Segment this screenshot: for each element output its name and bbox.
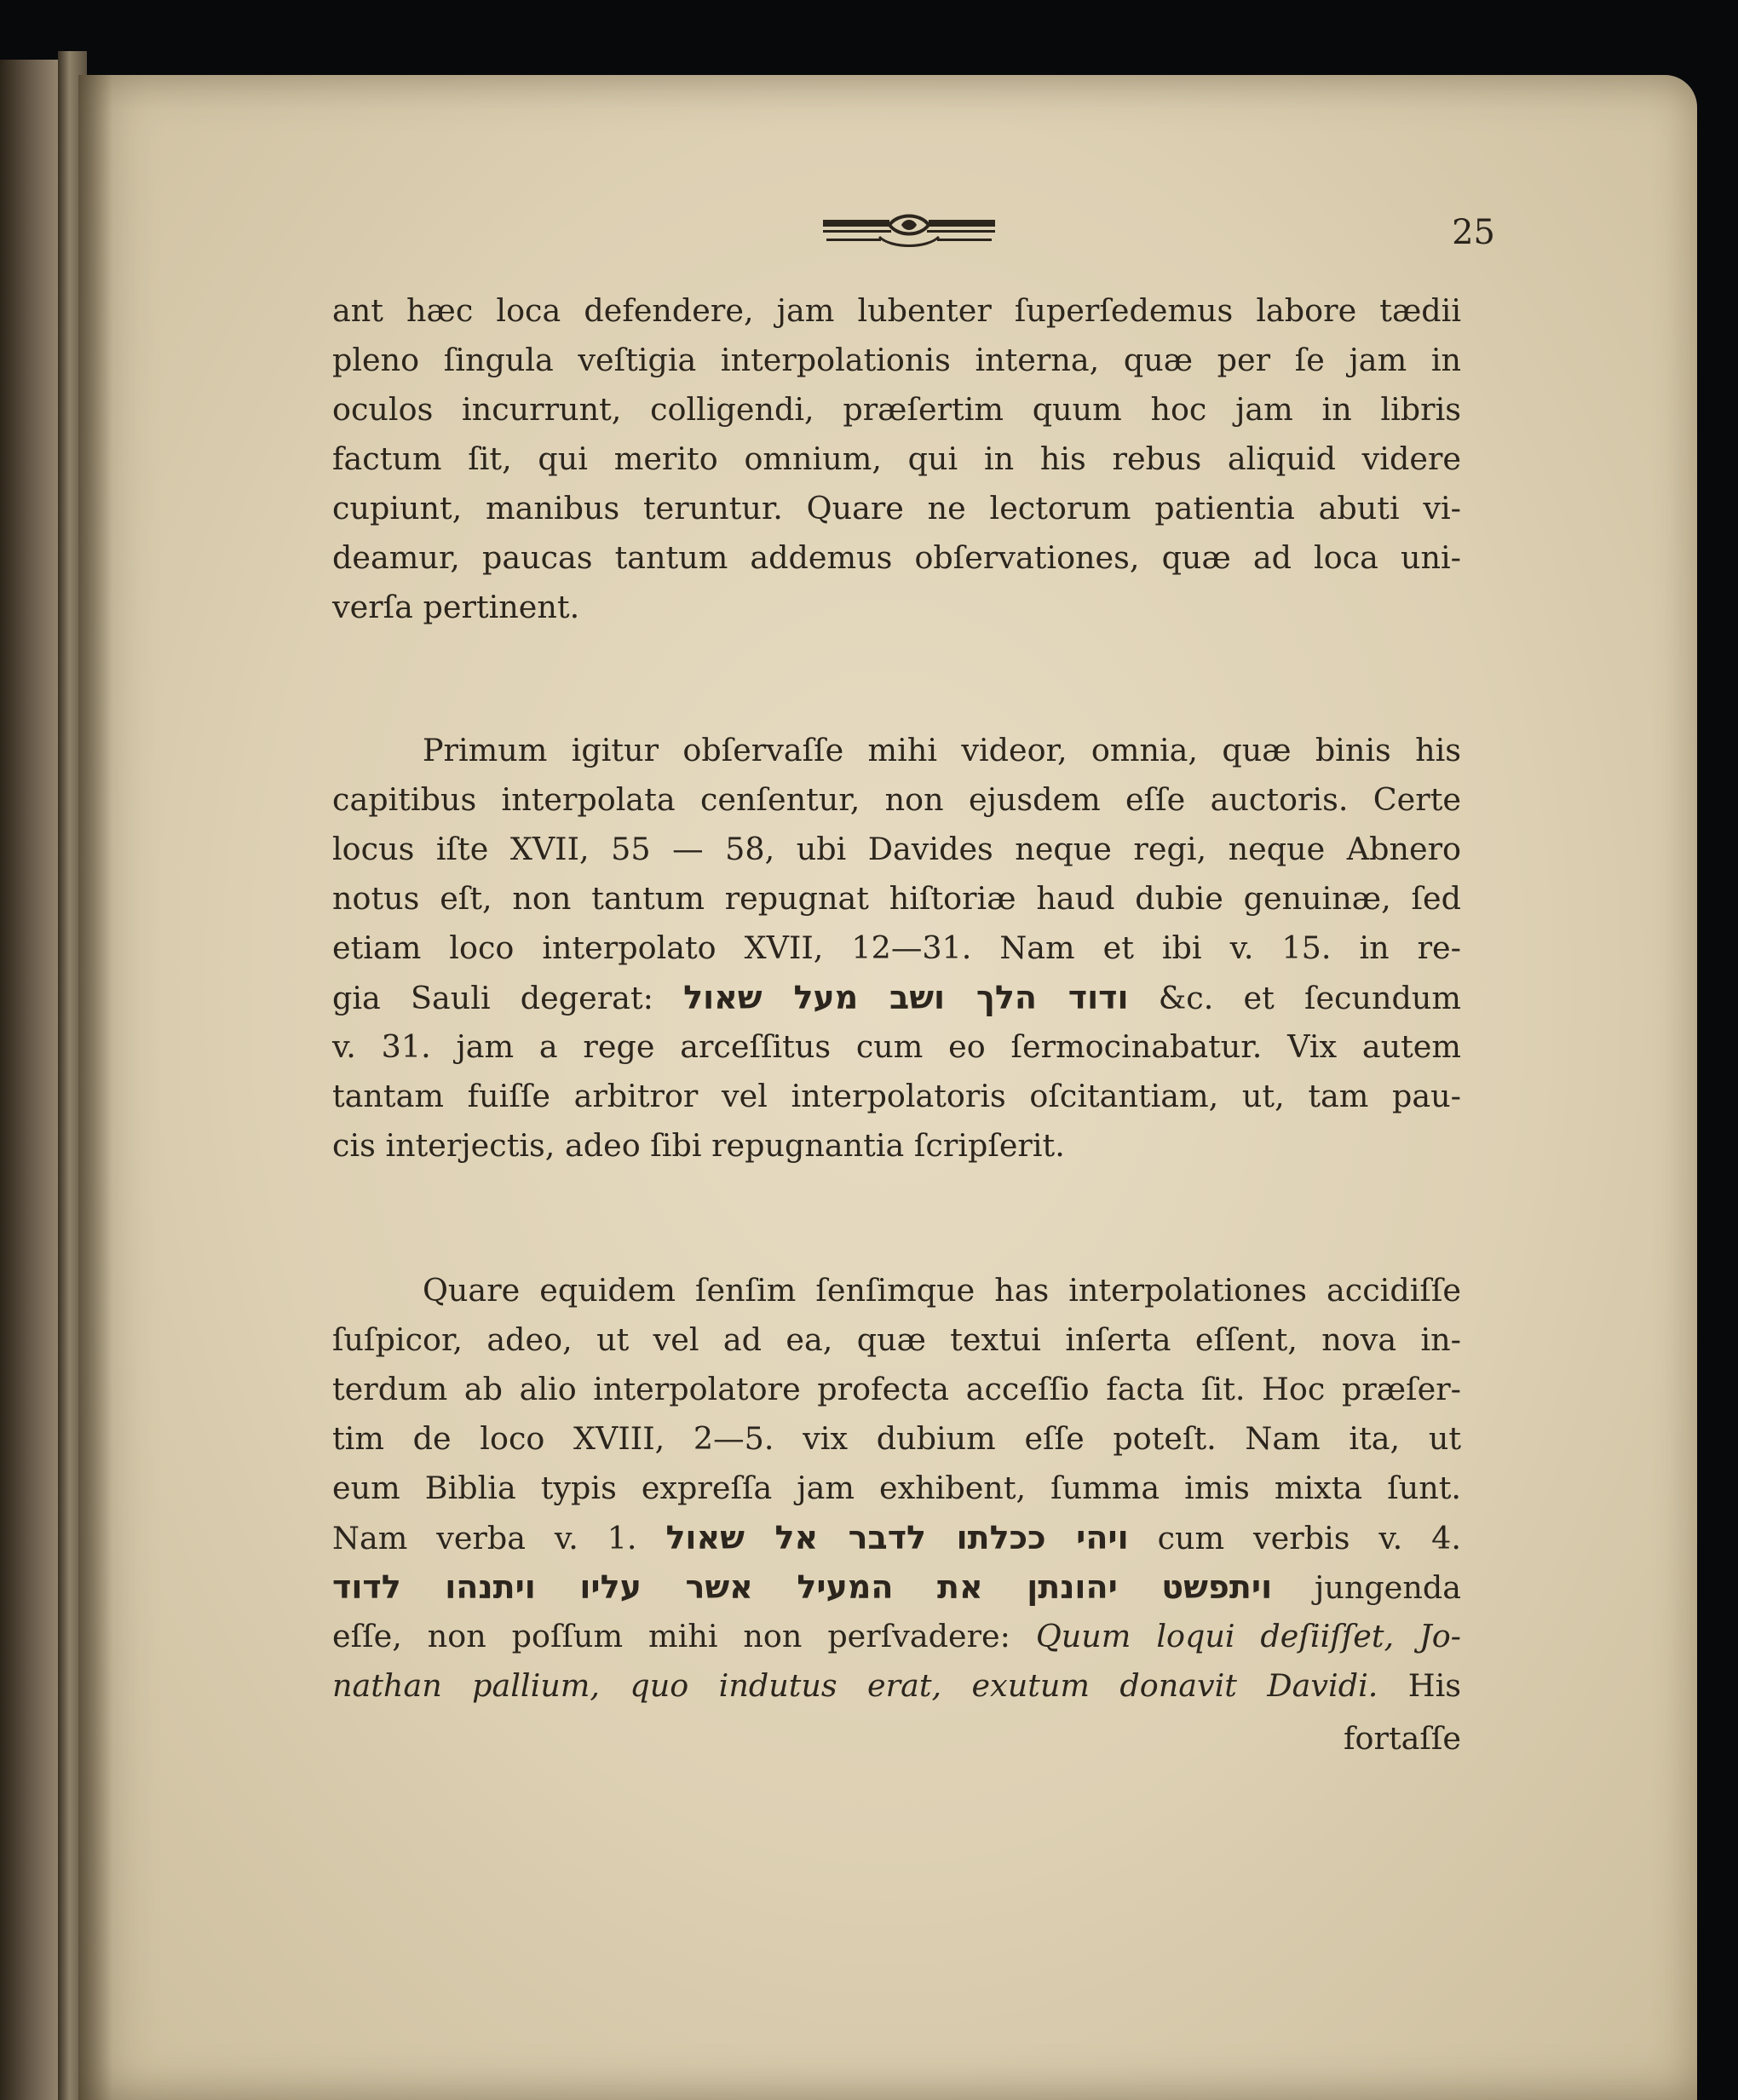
printers-ornament-icon <box>820 211 998 250</box>
spine-shadow <box>78 75 112 2100</box>
text-line: terdum ab alio interpolatore profecta acceſſio facta ſit. Hoc præſer- <box>332 1371 1461 1407</box>
catchword: fortaſſe <box>1344 1720 1461 1757</box>
text-line: factum ſit, qui merito omnium, qui in his rebus aliquid videre <box>332 440 1461 477</box>
text-line: notus eſt, non tantum repugnat hiſtoriæ haud dubie genuinæ, ſed <box>332 880 1461 917</box>
text-line: eum Biblia typis expreſſa jam exhibent, ſumma imis mixta ſunt. <box>332 1470 1461 1506</box>
text-line: ant hæc loca defendere, jam lubenter ſuperſedemus labore tædii <box>332 292 1461 329</box>
text-line: cis interjectis, adeo ſibi repugnantia ſcripſerit. <box>332 1127 1065 1164</box>
text-line: pleno ſingula veſtigia interpolationis interna, quæ per ſe jam in <box>332 342 1461 378</box>
hebrew-quotation: ודוד הלך ושב מעל שאול <box>683 979 1129 1016</box>
text-line: ſuſpicor, adeo, ut vel ad ea, quæ textui inſerta eſſent, nova in- <box>332 1321 1461 1358</box>
page-number: 25 <box>1452 213 1495 252</box>
text-line: Primum igitur obſervaſſe mihi videor, omnia, quæ binis his <box>423 732 1461 768</box>
text-line: oculos incurrunt, colligendi, præſertim quum hoc jam in libris <box>332 391 1461 428</box>
text-line: nathan pallium, quo indutus erat, exutum donavit Davidi. His <box>332 1667 1461 1704</box>
text-line: ויתפשט יהונתן את המעיל אשר עליו ויתנהו לדוד jungenda <box>332 1568 1461 1606</box>
text-line: Quare equidem ſenſim ſenſimque has interpolationes accidiſſe <box>423 1272 1461 1309</box>
text-line: v. 31. jam a rege arceſſitus cum eo ſermocinabatur. Vix autem <box>332 1028 1461 1065</box>
text-line: cupiunt, manibus teruntur. Quare ne lectorum patientia abuti vi- <box>332 490 1461 526</box>
text-line: deamur, paucas tantum addemus obſervationes, quæ ad loca uni- <box>332 539 1461 576</box>
text-line: tim de loco XVIII, 2—5. vix dubium eſſe poteſt. Nam ita, ut <box>332 1420 1461 1457</box>
text-line: gia Sauli degerat: ודוד הלך ושב מעל שאול &c. et ſecundum <box>332 979 1461 1016</box>
text-line: verſa pertinent. <box>332 589 580 625</box>
text-line: capitibus interpolata cenſentur, non ejusdem eſſe auctoris. Certe <box>332 781 1461 818</box>
hebrew-quotation: ויתפשט יהונתן את המעיל אשר עליו ויתנהו לדוד <box>332 1568 1273 1606</box>
text-line: locus iſte XVII, 55 — 58, ubi Davides neque regi, neque Abnero <box>332 831 1461 867</box>
text-line: Nam verba v. 1. ויהי ככלתו לדבר אל שאול cum verbis v. 4. <box>332 1519 1461 1556</box>
hebrew-quotation: ויהי ככלתו לדבר אל שאול <box>665 1519 1129 1556</box>
latin-quotation: Quum loqui deſiiſſet, Jo- <box>1035 1618 1461 1654</box>
text-line: eſſe, non poſſum mihi non perſvadere: Quum loqui deſiiſſet, Jo- <box>332 1618 1461 1654</box>
text-line: tantam fuiſſe arbitror vel interpolatoris oſcitantiam, ut, tam pau- <box>332 1078 1461 1114</box>
text-line: etiam loco interpolato XVII, 12—31. Nam et ibi v. 15. in re- <box>332 929 1461 966</box>
latin-quotation: nathan pallium, quo indutus erat, exutum donavit Davidi. <box>332 1667 1378 1704</box>
